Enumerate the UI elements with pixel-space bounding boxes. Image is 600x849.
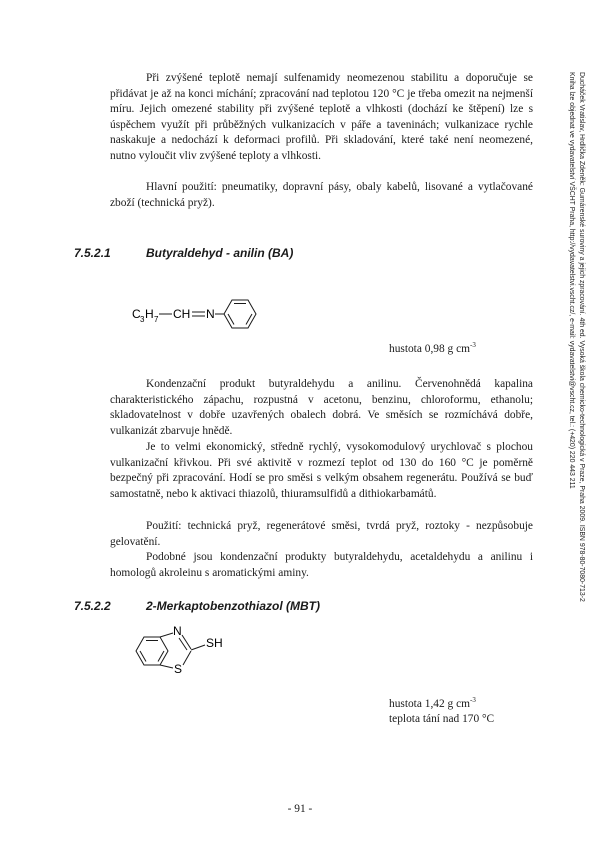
structure-label-ch: CH	[173, 307, 191, 321]
double-bond-n-c2	[179, 638, 187, 650]
paragraph-similar-products: Podobné jsou kondenzační produkty butyraldehydu, acetaldehydu a anilinu i homologů akroleinu s aromatickými aminy.	[110, 551, 533, 579]
side-citation	[560, 72, 586, 732]
structure-label-n: N	[206, 307, 215, 321]
benzene-ring	[136, 637, 168, 665]
paragraph-ba-use: Použití: technická pryž, regenerátové směsi, tvrdá pryž, roztoky - nezpůsobuje gelovatění.	[110, 520, 533, 548]
section-title: 2-Merkaptobenzothiazol (MBT)	[146, 599, 320, 613]
section-heading-mbt	[74, 599, 320, 613]
melting-point-mbt: teplota tání nad 170 °C	[389, 713, 495, 725]
structure-label-h-sub: 7	[154, 315, 159, 324]
structure-label-n: N	[173, 624, 182, 638]
page-number: - 91 -	[287, 803, 313, 815]
bond-n-c2	[182, 635, 191, 649]
paragraph-main-use: Hlavní použití: pneumatiky, dopravní pásy, obaly kabelů, lisované a vytlačované zboží (technická pryž).	[110, 181, 533, 209]
density-text: hustota 1,42 g cm	[389, 697, 470, 710]
bond-c2-sh	[191, 645, 205, 650]
bond-c-s	[160, 665, 173, 668]
butyraldehyde-aniline-structure	[128, 285, 273, 339]
bond-c-n	[160, 633, 173, 637]
structure-label-sh: SH	[206, 636, 223, 650]
density-exponent: -3	[470, 341, 476, 349]
bond-s-c2	[183, 651, 191, 665]
paragraph-ba-description: Kondenzační produkt butyraldehydu a anilinu. Červenohnědá kapalina charakteristického zápachu, rozpustná v acetonu, benzinu, chloroformu, ethanolu; skladovatelnost v dobře uzavřených obalech dobrá. Ve směsích se rozmíchává dobře, vulkanizát zbarvuje hnědě.	[110, 378, 533, 437]
phenyl-ring	[224, 300, 256, 328]
density-mbt	[389, 692, 476, 712]
density-ba	[389, 337, 476, 357]
section-number: 7.5.2.2	[74, 599, 111, 613]
citation-line-2: Kniha lze objednat ve vydavatelství VŠCHT Praha, http://vydavatelstvi.vscht.cz/, e-mail: vydavatelstvi@vscht.cz, tel.: (+420) 220 443 211	[568, 72, 575, 489]
citation-line-1: Ducháček Vratislav, Hrdlička Zdeněk: Gumárenské suroviny a jejich zpracování. 4th ed. Vysoká škola chemicko-technologická v Praze, Praha 2009. ISBN 978-80-7080-713-2	[578, 72, 585, 602]
paragraph-sulfenamide-stability: Při zvýšené teplotě nemají sulfenamidy neomezenou stabilitu a doporučuje se přidávat je až na konci míchání; zpracování nad teplotou 120 °C je třeba omezit na nejmenší míru. Jejich omezené stability při zvýšené teplotě a vlhkosti (dochází ke štěpení) lze s úspěchem využít při průběžných vulkanizacích v páře a taveninách; vulkanizace rychle naskakuje a nedochází k deformaci profilů. Při skladování, které také není neomezené, nutno vyloučit vliv zvýšené teploty a vlhkosti.	[110, 72, 533, 162]
section-title: Butyraldehyd - anilin (BA)	[146, 246, 294, 260]
structure-label-c: C	[132, 307, 141, 321]
structure-label-c-sub: 3	[140, 315, 145, 324]
structure-label-h: H	[145, 307, 154, 321]
side-citation-text	[566, 72, 586, 712]
mbt-structure	[128, 618, 248, 680]
section-number: 7.5.2.1	[74, 246, 111, 260]
structure-label-s: S	[174, 662, 183, 676]
paragraph-ba-properties: Je to velmi ekonomický, středně rychlý, vysokomodulový urychlovač s plochou vulkanizační křivkou. Při své aktivitě v rozmezí teplot od 130 do 160 °C je poměrně bezpečný při zpracování. Hodí se pro směsi s velkým obsahem regenerátu. Používá se buď samostatně, nebo k aktivaci thiazolů, thiuramsulfidů a dithiokarbamátů.	[110, 441, 533, 500]
density-text: hustota 0,98 g cm	[389, 342, 470, 355]
density-exponent: -3	[470, 696, 476, 704]
section-heading-ba	[74, 246, 293, 260]
